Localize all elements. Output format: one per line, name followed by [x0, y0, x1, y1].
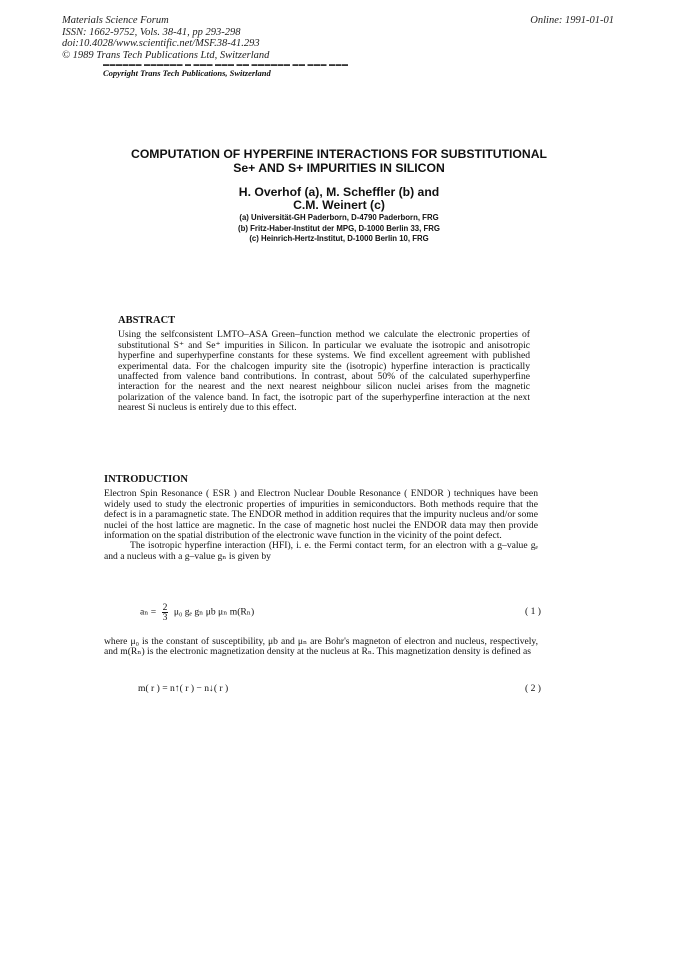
issn-line: ISSN: 1662-9752, Vols. 38-41, pp 293-298: [62, 26, 241, 38]
journal-header: [62, 15, 269, 61]
introduction-heading: INTRODUCTION: [104, 474, 189, 485]
introduction-section: [104, 475, 538, 562]
intro-paragraph-3: where μ₀ is the constant of susceptibility, μb and μₙ are Bohr's magneton of electron and nucleus, respectively, and m(Rₙ) is the electronic magnetization density at the nucleus at Rₙ. This magnetization density is defined as: [104, 636, 538, 658]
scanned-header-artifact: ▬▬▬▬▬▬ ▬▬▬▬▬▬ ▬ ▬▬▬ ▬▬▬ ▬▬ ▬▬▬▬▬▬ ▬▬ ▬▬▬ ▬▬▬: [103, 62, 349, 68]
affiliation-a: (a) Universität-GH Paderborn, D-4790 Paderborn, FRG: [239, 213, 439, 222]
intro-paragraph-2: The isotropic hyperfine interaction (HFI), i. e. the Fermi contact term, for an electron with a g–value gₑ and a nucleus with a g–value gₙ is given by: [104, 540, 538, 562]
eq1-fraction: [162, 603, 169, 622]
abstract-heading: ABSTRACT: [118, 315, 176, 326]
eq1-lhs: aₙ =: [140, 606, 157, 618]
authors: [60, 186, 618, 212]
paper-title: [60, 147, 618, 175]
equation-2: m( r ) = n↑( r ) − n↓( r ): [138, 683, 229, 694]
affiliation-b: (b) Fritz-Haber-Institut der MPG, D-1000 Berlin 33, FRG: [238, 223, 440, 233]
eq1-denominator: 3: [162, 612, 168, 623]
title-line-2: Se+ AND S+ IMPURITIES IN SILICON: [233, 161, 445, 175]
eq1-numerator: 2: [162, 602, 168, 613]
abstract-section: [118, 316, 530, 414]
equation-1: [140, 603, 254, 622]
abstract-text: Using the selfconsistent LMTO–ASA Green–function method we calculate the electronic properties of substitutional S⁺ and Se⁺ impurities in Silicon. In particular we evaluate the isotropic and anisotropic hyperfine and superhyperfine constants for these systems. We find excellent agreement with published experimental data. For the chalcogen impurity site the (isotropic) hyperfine interaction is practically unaffected from valence band contributions. In contrast, about 50% of the calculated superhyperfine interaction for the nearest and the next nearest neighbour silicon nuclei arises from the magnetic polarization of the valence band. In fact, the isotropic part of the superhyperfine interaction at the next nearest Si nucleus is entirely due to this effect.: [118, 329, 530, 414]
equation-2-number: ( 2 ): [525, 683, 541, 694]
publisher-copyright: Copyright Trans Tech Publications, Switzerland: [103, 68, 271, 78]
equation-1-number: ( 1 ): [525, 606, 541, 617]
eq1-rhs: μ₀ gₑ gₙ μb μₙ m(Rₙ): [173, 606, 255, 618]
title-line-1: COMPUTATION OF HYPERFINE INTERACTIONS FOR SUBSTITUTIONAL: [131, 147, 547, 161]
doi-line[interactable]: doi:10.4028/www.scientific.net/MSF.38-41.293: [62, 38, 260, 49]
online-date: Online: 1991-01-01: [530, 15, 614, 26]
authors-line-1: H. Overhof (a), M. Scheffler (b) and: [238, 185, 440, 199]
affiliations: [60, 213, 618, 245]
journal-name: Materials Science Forum: [62, 15, 169, 26]
copyright-line: © 1989 Trans Tech Publications Ltd, Switzerland: [62, 49, 270, 61]
authors-line-2: C.M. Weinert (c): [293, 198, 385, 212]
intro-paragraph-1: Electron Spin Resonance ( ESR ) and Electron Nuclear Double Resonance ( ENDOR ) techniques have been widely used to study the electronic properties of impurities in semiconductors. Both methods require that the defect is in a paramagnetic state. The ENDOR method in addition requires that the impurity nucleus and/or some nuclei of the host lattice are magnetic. In the case of magnetic host nuclei the ENDOR data may then provide information on the spatial distribution of the electronic wave function in the vicinity of the point defect.: [104, 488, 538, 542]
affiliation-c: (c) Heinrich-Hertz-Institut, D-1000 Berlin 10, FRG: [249, 234, 429, 243]
